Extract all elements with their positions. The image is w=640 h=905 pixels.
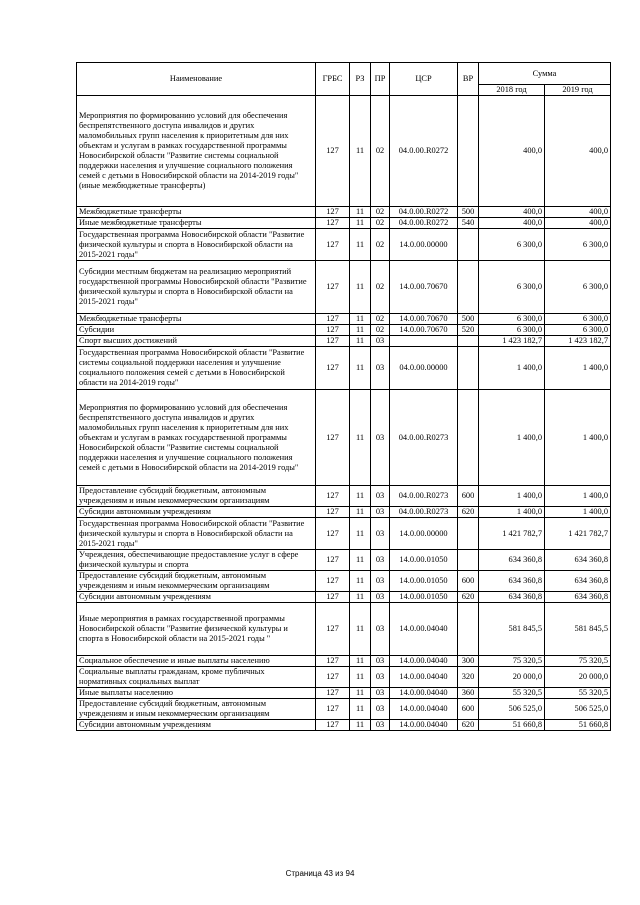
- row-csr: 14.0.00.04040: [390, 656, 458, 667]
- row-pr: 02: [371, 261, 390, 314]
- header-year-2019: 2019 год: [545, 85, 611, 96]
- row-sum-2018: 400,0: [479, 96, 545, 207]
- row-grbs: 127: [316, 720, 350, 731]
- row-rz: 11: [350, 325, 371, 336]
- row-vr: [458, 261, 479, 314]
- row-name: Мероприятия по формированию условий для обеспечения беспрепятственного доступа инвалидов и других маломобильных групп населения к приоритетным для них объектам и услугам в рамках государственной программы Новосибирской области "Развитие системы социальной поддержки населения и улучшение социального положения семей с детьми в Новосибирской области на 2014-2019 годы": [77, 390, 316, 486]
- row-pr: 03: [371, 603, 390, 656]
- row-name: Предоставление субсидий бюджетным, автономным учреждениям и иным некоммерческим организациям: [77, 699, 316, 720]
- row-vr: 540: [458, 218, 479, 229]
- table-row: [77, 347, 611, 390]
- row-csr: 14.0.00.70670: [390, 261, 458, 314]
- row-name: Государственная программа Новосибирской области "Развитие физической культуры и спорта в Новосибирской области на 2015-2021 годы": [77, 229, 316, 261]
- table-row: [77, 507, 611, 518]
- row-sum-2019: 506 525,0: [545, 699, 611, 720]
- table-row: [77, 207, 611, 218]
- row-name: Социальное обеспечение и иные выплаты населению: [77, 656, 316, 667]
- row-pr: 03: [371, 486, 390, 507]
- row-pr: 03: [371, 656, 390, 667]
- row-grbs: 127: [316, 507, 350, 518]
- row-name: Спорт высших достижений: [77, 336, 316, 347]
- row-rz: 11: [350, 699, 371, 720]
- row-pr: 03: [371, 518, 390, 550]
- row-vr: 600: [458, 486, 479, 507]
- table-row: [77, 592, 611, 603]
- row-csr: 04.0.00.R0272: [390, 218, 458, 229]
- row-vr: 500: [458, 314, 479, 325]
- row-rz: 11: [350, 207, 371, 218]
- row-csr: 04.0.00.R0272: [390, 96, 458, 207]
- row-csr: 04.0.00.R0273: [390, 486, 458, 507]
- page-number: Страница 43 из 94: [285, 869, 355, 878]
- row-grbs: 127: [316, 603, 350, 656]
- row-sum-2018: 634 360,8: [479, 592, 545, 603]
- row-name: Субсидии автономным учреждениям: [77, 507, 316, 518]
- row-sum-2019: 1 400,0: [545, 390, 611, 486]
- row-rz: 11: [350, 720, 371, 731]
- row-grbs: 127: [316, 486, 350, 507]
- row-csr: 04.0.00.R0272: [390, 207, 458, 218]
- row-name: Межбюджетные трансферты: [77, 314, 316, 325]
- row-vr: 520: [458, 325, 479, 336]
- row-vr: 620: [458, 507, 479, 518]
- row-grbs: 127: [316, 314, 350, 325]
- row-csr: 04.0.00.R0273: [390, 507, 458, 518]
- header-year-2018: 2018 год: [479, 85, 545, 96]
- row-csr: 14.0.00.70670: [390, 314, 458, 325]
- row-sum-2019: 400,0: [545, 218, 611, 229]
- row-name: Субсидии местным бюджетам на реализацию мероприятий государственной программы Новосибирской области "Развитие физической культуры и спорта в Новосибирской области на 2015-2021 годы": [77, 261, 316, 314]
- row-vr: 300: [458, 656, 479, 667]
- row-grbs: 127: [316, 336, 350, 347]
- row-rz: 11: [350, 347, 371, 390]
- row-pr: 03: [371, 592, 390, 603]
- row-rz: 11: [350, 96, 371, 207]
- row-rz: 11: [350, 336, 371, 347]
- row-pr: 03: [371, 507, 390, 518]
- row-sum-2019: 6 300,0: [545, 229, 611, 261]
- row-grbs: 127: [316, 347, 350, 390]
- row-grbs: 127: [316, 688, 350, 699]
- row-sum-2019: 6 300,0: [545, 325, 611, 336]
- row-name: Предоставление субсидий бюджетным, автономным учреждениям и иным некоммерческим организациям: [77, 571, 316, 592]
- row-grbs: 127: [316, 550, 350, 571]
- table-row: [77, 699, 611, 720]
- row-name: Предоставление субсидий бюджетным, автономным учреждениям и иным некоммерческим организациям: [77, 486, 316, 507]
- row-sum-2018: 634 360,8: [479, 571, 545, 592]
- header-name: Наименование: [77, 63, 316, 96]
- row-name: Субсидии автономным учреждениям: [77, 720, 316, 731]
- row-sum-2019: 634 360,8: [545, 571, 611, 592]
- row-sum-2019: 400,0: [545, 207, 611, 218]
- row-vr: [458, 518, 479, 550]
- budget-table-container: [76, 62, 610, 731]
- table-row: [77, 656, 611, 667]
- row-sum-2019: 1 400,0: [545, 486, 611, 507]
- row-grbs: 127: [316, 518, 350, 550]
- row-csr: 14.0.00.00000: [390, 518, 458, 550]
- row-name: Межбюджетные трансферты: [77, 207, 316, 218]
- table-row: [77, 603, 611, 656]
- row-sum-2018: 581 845,5: [479, 603, 545, 656]
- row-pr: 02: [371, 314, 390, 325]
- row-rz: 11: [350, 603, 371, 656]
- row-rz: 11: [350, 229, 371, 261]
- row-sum-2019: 400,0: [545, 96, 611, 207]
- row-sum-2018: 506 525,0: [479, 699, 545, 720]
- table-row: [77, 325, 611, 336]
- row-csr: 14.0.00.04040: [390, 688, 458, 699]
- row-pr: 03: [371, 347, 390, 390]
- row-rz: 11: [350, 667, 371, 688]
- row-csr: 14.0.00.70670: [390, 325, 458, 336]
- row-rz: 11: [350, 261, 371, 314]
- row-vr: 320: [458, 667, 479, 688]
- row-sum-2018: 6 300,0: [479, 229, 545, 261]
- row-grbs: 127: [316, 218, 350, 229]
- table-row: [77, 390, 611, 486]
- row-vr: 600: [458, 571, 479, 592]
- row-sum-2018: 6 300,0: [479, 261, 545, 314]
- row-name: Мероприятия по формированию условий для обеспечения беспрепятственного доступа инвалидов и других маломобильных групп населения к приоритетным для них объектам и услугам в рамках государственной программы Новосибирской области "Развитие системы социальной поддержки населения и улучшение социального положения семей с детьми в Новосибирской области на 2014-2019 годы" (иные межбюджетные трансферты): [77, 96, 316, 207]
- table-row: [77, 229, 611, 261]
- row-grbs: 127: [316, 699, 350, 720]
- row-csr: 04.0.00.R0273: [390, 390, 458, 486]
- row-vr: [458, 347, 479, 390]
- row-csr: 04.0.00.00000: [390, 347, 458, 390]
- row-sum-2019: 581 845,5: [545, 603, 611, 656]
- row-grbs: 127: [316, 207, 350, 218]
- row-vr: 620: [458, 720, 479, 731]
- table-row: [77, 571, 611, 592]
- row-sum-2019: 634 360,8: [545, 550, 611, 571]
- row-name: Субсидии: [77, 325, 316, 336]
- header-rz: РЗ: [350, 63, 371, 96]
- row-sum-2018: 400,0: [479, 207, 545, 218]
- row-vr: [458, 603, 479, 656]
- row-pr: 03: [371, 550, 390, 571]
- row-pr: 02: [371, 229, 390, 261]
- row-pr: 03: [371, 336, 390, 347]
- row-vr: 600: [458, 699, 479, 720]
- row-sum-2018: 1 421 782,7: [479, 518, 545, 550]
- table-row: [77, 261, 611, 314]
- row-sum-2019: 1 400,0: [545, 347, 611, 390]
- row-vr: [458, 390, 479, 486]
- row-grbs: 127: [316, 325, 350, 336]
- table-row: [77, 314, 611, 325]
- table-row: [77, 688, 611, 699]
- table-body: [77, 96, 611, 731]
- row-rz: 11: [350, 218, 371, 229]
- row-grbs: 127: [316, 229, 350, 261]
- row-sum-2018: 1 400,0: [479, 347, 545, 390]
- row-pr: 03: [371, 667, 390, 688]
- table-row: [77, 218, 611, 229]
- row-sum-2019: 20 000,0: [545, 667, 611, 688]
- row-rz: 11: [350, 314, 371, 325]
- row-sum-2018: 1 400,0: [479, 390, 545, 486]
- row-name: Социальные выплаты гражданам, кроме публичных нормативных социальных выплат: [77, 667, 316, 688]
- row-sum-2019: 1 421 782,7: [545, 518, 611, 550]
- row-sum-2019: 634 360,8: [545, 592, 611, 603]
- row-rz: 11: [350, 592, 371, 603]
- row-name: Иные выплаты населению: [77, 688, 316, 699]
- row-grbs: 127: [316, 592, 350, 603]
- row-vr: 500: [458, 207, 479, 218]
- row-name: Субсидии автономным учреждениям: [77, 592, 316, 603]
- header-sum: Сумма: [479, 63, 611, 85]
- row-rz: 11: [350, 390, 371, 486]
- row-csr: 14.0.00.01050: [390, 550, 458, 571]
- row-sum-2018: 1 423 182,7: [479, 336, 545, 347]
- row-rz: 11: [350, 688, 371, 699]
- row-sum-2019: 1 400,0: [545, 507, 611, 518]
- row-rz: 11: [350, 486, 371, 507]
- row-name: Иные мероприятия в рамках государственной программы Новосибирской области "Развитие физической культуры и спорта в Новосибирской области на 2015-2021 годы ": [77, 603, 316, 656]
- table-row: [77, 96, 611, 207]
- row-rz: 11: [350, 571, 371, 592]
- row-sum-2018: 6 300,0: [479, 314, 545, 325]
- row-vr: [458, 336, 479, 347]
- row-name: Государственная программа Новосибирской области "Развитие физической культуры и спорта в Новосибирской области на 2015-2021 годы": [77, 518, 316, 550]
- row-vr: 360: [458, 688, 479, 699]
- row-sum-2018: 75 320,5: [479, 656, 545, 667]
- row-pr: 02: [371, 218, 390, 229]
- row-csr: [390, 336, 458, 347]
- row-grbs: 127: [316, 656, 350, 667]
- row-sum-2018: 20 000,0: [479, 667, 545, 688]
- table-row: [77, 550, 611, 571]
- row-sum-2018: 55 320,5: [479, 688, 545, 699]
- row-csr: 14.0.00.01050: [390, 571, 458, 592]
- budget-table: [76, 62, 611, 731]
- row-pr: 03: [371, 390, 390, 486]
- row-sum-2018: 6 300,0: [479, 325, 545, 336]
- row-csr: 14.0.00.04040: [390, 720, 458, 731]
- row-grbs: 127: [316, 261, 350, 314]
- row-rz: 11: [350, 656, 371, 667]
- table-row: [77, 518, 611, 550]
- row-sum-2019: 6 300,0: [545, 261, 611, 314]
- row-sum-2018: 634 360,8: [479, 550, 545, 571]
- row-name: Учреждения, обеспечивающие предоставление услуг в сфере физической культуры и спорта: [77, 550, 316, 571]
- row-name: Иные межбюджетные трансферты: [77, 218, 316, 229]
- row-sum-2019: 6 300,0: [545, 314, 611, 325]
- row-pr: 03: [371, 699, 390, 720]
- header-vr: ВР: [458, 63, 479, 96]
- table-row: [77, 667, 611, 688]
- row-pr: 03: [371, 720, 390, 731]
- header-pr: ПР: [371, 63, 390, 96]
- header-grbs: ГРБС: [316, 63, 350, 96]
- header-row: [77, 63, 611, 85]
- row-sum-2019: 55 320,5: [545, 688, 611, 699]
- row-csr: 14.0.00.04040: [390, 667, 458, 688]
- row-csr: 14.0.00.01050: [390, 592, 458, 603]
- row-pr: 03: [371, 571, 390, 592]
- row-rz: 11: [350, 507, 371, 518]
- row-grbs: 127: [316, 667, 350, 688]
- row-csr: 14.0.00.04040: [390, 699, 458, 720]
- table-row: [77, 720, 611, 731]
- table-row: [77, 336, 611, 347]
- table-row: [77, 486, 611, 507]
- row-grbs: 127: [316, 571, 350, 592]
- row-csr: 14.0.00.00000: [390, 229, 458, 261]
- row-pr: 03: [371, 688, 390, 699]
- row-sum-2019: 1 423 182,7: [545, 336, 611, 347]
- row-vr: [458, 96, 479, 207]
- row-sum-2019: 75 320,5: [545, 656, 611, 667]
- row-sum-2018: 51 660,8: [479, 720, 545, 731]
- row-vr: [458, 229, 479, 261]
- row-rz: 11: [350, 518, 371, 550]
- row-vr: [458, 550, 479, 571]
- row-grbs: 127: [316, 96, 350, 207]
- row-pr: 02: [371, 207, 390, 218]
- row-rz: 11: [350, 550, 371, 571]
- row-name: Государственная программа Новосибирской области "Развитие системы социальной поддержки населения и улучшение социального положения семей с детьми в Новосибирской области на 2014-2019 годы": [77, 347, 316, 390]
- row-grbs: 127: [316, 390, 350, 486]
- row-pr: 02: [371, 325, 390, 336]
- row-sum-2018: 1 400,0: [479, 507, 545, 518]
- row-vr: 620: [458, 592, 479, 603]
- header-csr: ЦСР: [390, 63, 458, 96]
- row-pr: 02: [371, 96, 390, 207]
- row-sum-2019: 51 660,8: [545, 720, 611, 731]
- row-csr: 14.0.00.04040: [390, 603, 458, 656]
- row-sum-2018: 1 400,0: [479, 486, 545, 507]
- row-sum-2018: 400,0: [479, 218, 545, 229]
